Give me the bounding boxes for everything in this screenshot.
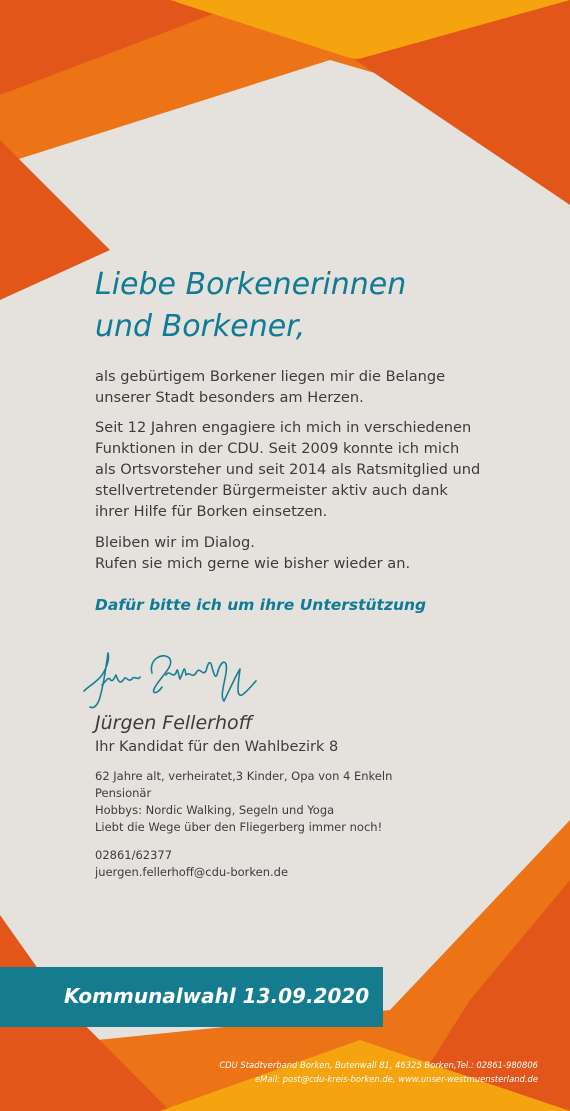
dialog-line: Rufen sie mich gerne wie bisher wieder an. (95, 555, 411, 572)
engagement-line: Seit 12 Jahren engagiere ich mich in verschiedenen (95, 419, 472, 436)
intro-line: als gebürtigem Borkener liegen mir die Belange (95, 368, 446, 385)
greeting-line-2: und Borkener, (95, 309, 306, 344)
email-address[interactable]: juergen.fellerhoff@cdu-borken.de (95, 865, 289, 879)
engagement-line: als Ortsvorsteher und seit 2014 als Ratsmitglied und (95, 461, 481, 478)
engagement-paragraph (95, 417, 535, 522)
election-banner-text: Kommunalwahl 13.09.2020 (64, 984, 370, 1008)
support-slogan: Dafür bitte ich um ihre Unterstützung (95, 596, 427, 614)
detail-line: Pensionär (95, 786, 152, 800)
phone-number: 02861/62377 (95, 848, 173, 862)
engagement-line: stellvertretender Bürgermeister aktiv auch dank (95, 482, 448, 499)
footer-contact: eMail: post@cdu-kreis-borken.de, www.unser-westmuensterland.de (254, 1074, 538, 1084)
dialog-paragraph (95, 532, 535, 574)
candidate-role: Ihr Kandidat für den Wahlbezirk 8 (95, 739, 339, 755)
contact-info (95, 847, 288, 881)
detail-line: 62 Jahre alt, verheiratet,3 Kinder, Opa von 4 Enkeln (95, 769, 393, 783)
greeting-heading (95, 264, 535, 348)
candidate-details (95, 768, 392, 836)
candidate-name: Jürgen Fellerhoff (95, 712, 253, 734)
handwritten-signature (80, 645, 260, 713)
detail-line: Hobbys: Nordic Walking, Segeln und Yoga (95, 803, 335, 817)
engagement-line: Funktionen in der CDU. Seit 2009 konnte ich mich (95, 440, 460, 457)
intro-paragraph (95, 366, 535, 408)
footer-imprint (219, 1058, 538, 1086)
dialog-line: Bleiben wir im Dialog. (95, 534, 255, 551)
greeting-line-1: Liebe Borkenerinnen (95, 267, 407, 302)
detail-line: Liebt die Wege über den Fliegerberg immer noch! (95, 820, 383, 834)
engagement-line: ihrer Hilfe für Borken einsetzen. (95, 503, 328, 520)
intro-line: unserer Stadt besonders am Herzen. (95, 389, 364, 406)
footer-address: CDU Stadtverband Borken, Butenwall 81, 46325 Borken,Tel.: 02861-980806 (219, 1060, 538, 1070)
